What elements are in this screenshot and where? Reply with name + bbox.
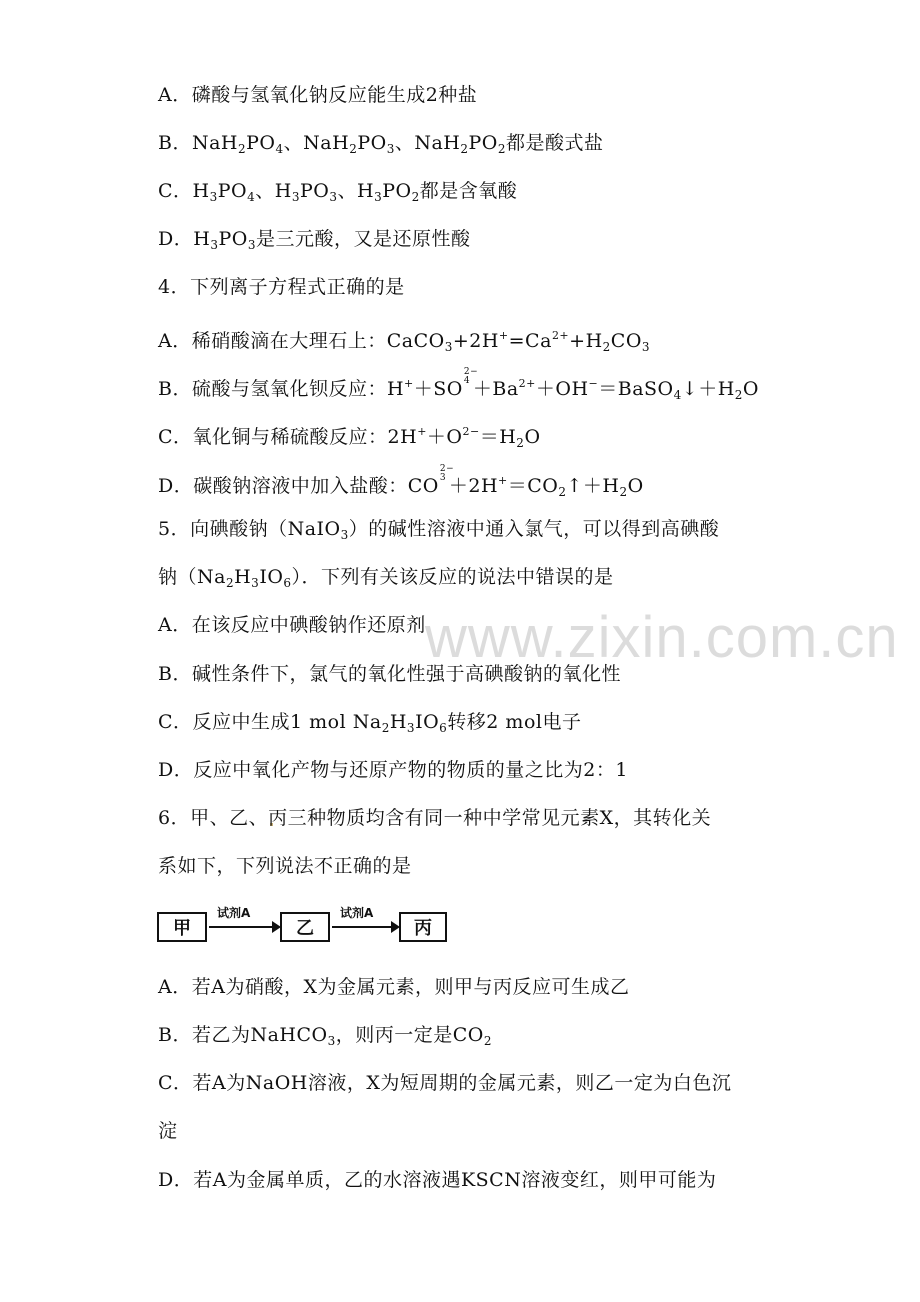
arrow-right-icon	[209, 926, 279, 928]
q6-option-d: D．若A为金属单质，乙的水溶液遇KSCN溶液变红，则甲可能为	[158, 1169, 717, 1191]
q4-option-c: C．氧化铜与稀硫酸反应：$2H^++O^{2-}=H_2O$	[158, 425, 541, 450]
reagent-label-2: 试剂A	[340, 906, 374, 920]
q4-stem: 4．下列离子方程式正确的是	[158, 276, 405, 298]
q6-option-a: A．若A为硝酸，X为金属元素，则甲与丙反应可生成乙	[158, 976, 630, 998]
q6-stem-line1: 6．甲、乙、丙三种物质均含有同一种中学常见元素X，其转化关	[158, 807, 712, 829]
q3-option-c: C．$H_3PO_4$、$H_3PO_3$、$H_3PO_2$都是含氧酸	[158, 180, 518, 204]
q5-option-d: D．反应中氧化产物与还原产物的物质的量之比为2：1	[158, 759, 628, 781]
q4-option-a: A．稀硝酸滴在大理石上：$CaCO_3+2H^+=Ca^{2+}+H_2CO_3$	[158, 329, 651, 354]
q6-stem-line2: 系如下，下列说法不正确的是	[158, 855, 412, 877]
arrow-right-icon	[332, 926, 398, 928]
q3-option-b: B．$NaH_2PO_4$、$NaH_2PO_3$、$NaH_2PO_2$都是酸式盐	[158, 132, 604, 156]
q6-option-c-line2: 淀	[158, 1120, 178, 1142]
q3-option-a: A．磷酸与氢氧化钠反应能生成2种盐	[158, 84, 478, 106]
q5-option-a: A．在该反应中碘酸钠作还原剂	[158, 614, 426, 636]
q5-option-b: B．碱性条件下，氯气的氧化性强于高碘酸钠的氧化性	[158, 663, 621, 685]
q5-stem-line2: 钠$(Na_2H_3IO_6)$．下列有关该反应的说法中错误的是	[158, 566, 614, 590]
q5-stem-line1: 5．向碘酸钠（NaIO$_3$）的碱性溶液中通入氯气，可以得到高碘酸	[158, 518, 720, 542]
q4-option-b: B．硫酸与氢氧化钡反应：H+＋SO 2− 4 $+Ba^{2+}+OH^-=BaSO_4↓+H_2O$	[158, 367, 759, 402]
box-bing: 丙	[399, 912, 447, 942]
watermark: www.zixin.com.cn	[425, 605, 899, 670]
q5-option-c: C．反应中生成1 mol $Na_2H_3IO_6$转移2 mol电子	[158, 711, 582, 735]
box-yi: 乙	[280, 912, 330, 942]
q3-option-d: D．$H_3PO_3$是三元酸，又是还原性酸	[158, 228, 471, 252]
sulfate-ion: ＋SO 2− 4	[413, 367, 479, 400]
q4-option-d: D．碳酸钠溶液中加入盐酸：CO 2− 3 $+2H^+=CO_2↑+H_2O$	[158, 464, 644, 499]
box-jia: 甲	[157, 912, 207, 942]
q6-option-c-line1: C．若A为NaOH溶液，X为短周期的金属元素，则乙一定为白色沉	[158, 1072, 732, 1094]
conversion-diagram	[157, 900, 457, 950]
q6-option-b: B．若乙为NaHCO$_3$，则丙一定是$CO_2$	[158, 1024, 493, 1048]
reagent-label-1: 试剂A	[217, 906, 251, 920]
carbonate-ion: D．碳酸钠溶液中加入盐酸：CO 2− 3	[158, 464, 455, 497]
